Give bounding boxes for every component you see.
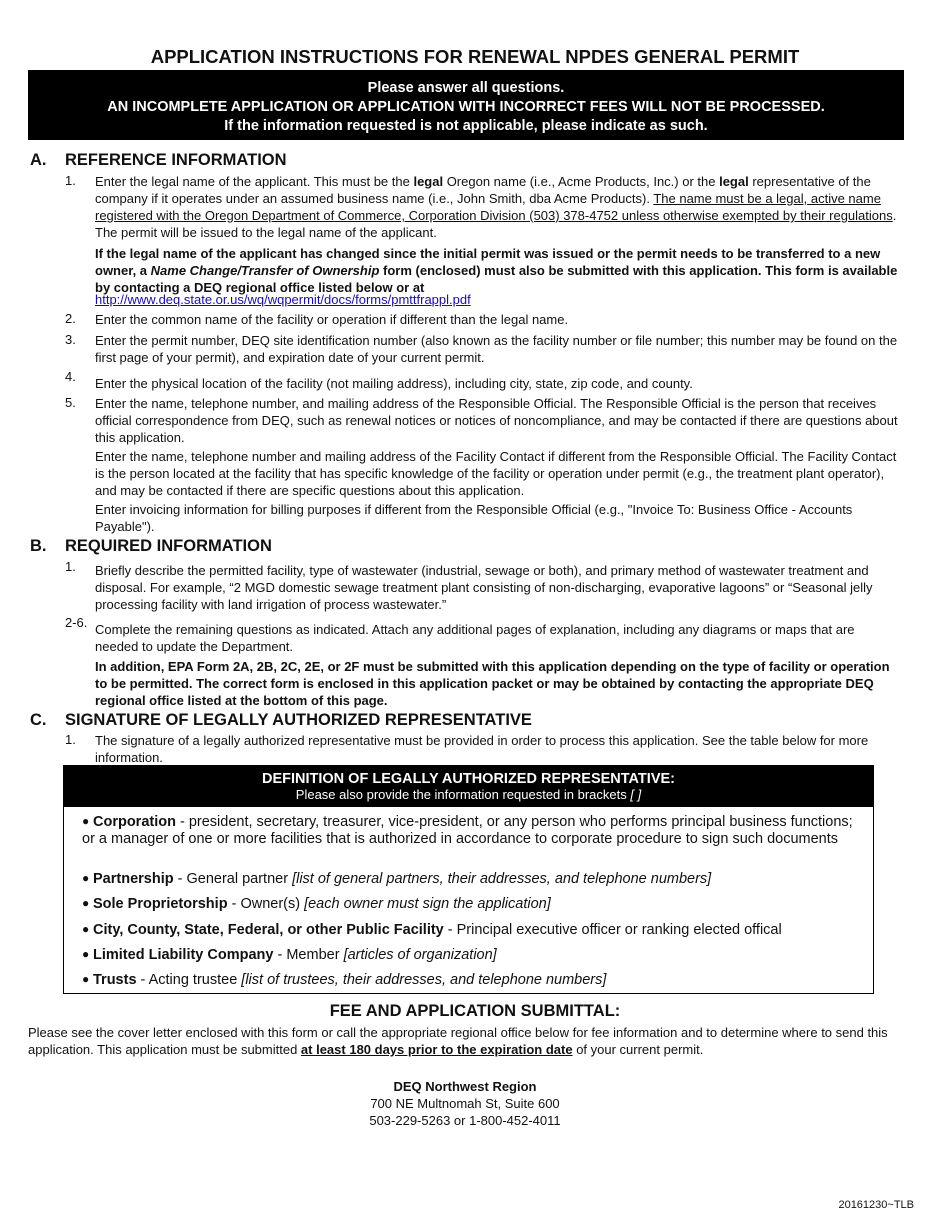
item-number: 2-6. — [65, 615, 88, 630]
reference-item-facility-contact: Enter the name, telephone number and mailing address of the Facility Contact if different from the Responsible Official. The Facility Contact is the person located at the facility that has specific knowledge of the facility or operation under permit (e.g., the treatment plant operator), and may be contacted if there are specific questions about this application. — [95, 449, 897, 498]
epa-form-note: In addition, EPA Form 2A, 2B, 2C, 2E, or 2F must be submitted with this application depending on the type of facility or operation to be permitted. The correct form is enclosed in this application packet or may be obtained by contacting the appropriate DEQ regional office listed at the bottom of this page. — [95, 659, 890, 708]
definition-table-subheading: Please also provide the information requested in brackets [ ] — [295, 787, 642, 802]
signature-item: The signature of a legally authorized representative must be provided in order to process this application. See the table below for more information. — [95, 733, 869, 765]
definition-table-header — [64, 766, 873, 807]
definition-row: ● Trusts - Acting trustee [list of trustees, their addresses, and telephone numbers] — [82, 972, 607, 988]
region-phone: 503-229-5263 or 1-800-452-4011 — [369, 1113, 561, 1128]
reference-item-invoicing: Enter invoicing information for billing purposes if different from the Responsible Official (e.g., "Invoice To: Business Office - Accounts Payable"). — [95, 502, 853, 534]
item-number: 2. — [65, 311, 76, 326]
section-c-letter: C. — [30, 711, 47, 729]
fee-title: FEE AND APPLICATION SUBMITTAL: — [329, 1002, 621, 1020]
definition-row: ● Partnership - General partner [list of general partners, their addresses, and telephone numbers] — [82, 871, 712, 887]
bullet-icon: ● — [82, 922, 90, 936]
item-number: 4. — [65, 369, 76, 384]
banner-line-1: Please answer all questions. — [367, 80, 565, 96]
definition-row: ● Sole Proprietorship - Owner(s) [each owner must sign the application] — [82, 896, 551, 912]
section-b-letter: B. — [30, 537, 47, 555]
fee-paragraph: Please see the cover letter enclosed with this form or call the appropriate regional office below for fee information and to determine where to send this application. This application must be submitted at least 180 days prior to the expiration date of your current permit. — [28, 1025, 888, 1057]
reference-item-permit-number: Enter the permit number, DEQ site identification number (also known as the facility number or file number; this number may be found on the first page of your permit), and expiration date of your current permit. — [95, 333, 898, 365]
reference-item-location: Enter the physical location of the facility (not mailing address), including city, state, zip code, and county. — [95, 376, 693, 391]
item-number: 1. — [65, 732, 76, 747]
bullet-icon: ● — [82, 947, 90, 961]
required-item-remaining: Complete the remaining questions as indicated. Attach any additional pages of explanation, including any diagrams or maps that are needed to update the Department. — [95, 622, 855, 654]
name-change-note: If the legal name of the applicant has changed since the initial permit was issued or the permit needs to be transferred to a new owner, a Name Change/Transfer of Ownership form (enclosed) must also be submitted with this application. This form is available by contacting a DEQ regional office listed below or at — [95, 246, 898, 295]
bullet-icon: ● — [82, 972, 90, 986]
required-item-description: Briefly describe the permitted facility, type of wastewater (industrial, sewage or both), and primary method of wastewater treatment and disposal. For example, “2 MGD domestic sewage treatment plant consisting of non-discharging, evaporative lagoons” or “Seasonal jelly processing facility with land irrigation of process wastewater.” — [95, 563, 873, 612]
banner-line-3: If the information requested is not applicable, please indicate as such. — [224, 118, 708, 134]
region-address: 700 NE Multnomah St, Suite 600 — [370, 1096, 560, 1111]
item-number: 1. — [65, 173, 76, 188]
definition-row: ● Limited Liability Company - Member [articles of organization] — [82, 947, 497, 963]
document-code: 20161230~TLB — [838, 1199, 914, 1211]
banner-line-2: AN INCOMPLETE APPLICATION OR APPLICATION WITH INCORRECT FEES WILL NOT BE PROCESSED. — [107, 99, 825, 115]
section-b-title: REQUIRED INFORMATION — [65, 537, 272, 555]
reference-item-legal-name: Enter the legal name of the applicant. This must be the legal Oregon name (i.e., Acme Products, Inc.) or the legal representative of the company if it operates under an assumed business name (i.e., John Smith, dba Acme Products). The name must be a legal, active name registered with the Oregon Department of Commerce, Corporation Division (503) 378-4752 unless otherwise exempted by their regulations. The permit will be issued to the legal name of the applicant. — [95, 174, 897, 240]
item-number: 5. — [65, 395, 76, 410]
definition-table-heading: DEFINITION OF LEGALLY AUTHORIZED REPRESENTATIVE: — [261, 771, 675, 787]
transfer-form-link[interactable]: http://www.deq.state.or.us/wq/wqpermit/docs/forms/pmttfrappl.pdf — [95, 292, 471, 307]
reference-item-responsible-official: Enter the name, telephone number, and mailing address of the Responsible Official. The Responsible Official is the person that receives official correspondence from DEQ, such as renewal notices or notices of noncompliance, and may be contacted if there are questions about this application. — [95, 396, 898, 445]
bullet-icon: ● — [82, 896, 90, 910]
transfer-form-link-row — [95, 291, 900, 308]
definition-row: ● Corporation - president, secretary, treasurer, vice-president, or any person who performs principal business functions; or a manager of one or more facilities that is authorized in accordance to corporate procedure to sign such documents — [82, 814, 853, 847]
definition-row: ● City, County, State, Federal, or other Public Facility - Principal executive officer or ranking elected offical — [82, 922, 782, 938]
section-a-title: REFERENCE INFORMATION — [65, 151, 287, 169]
region-name: DEQ Northwest Region — [393, 1079, 537, 1094]
bullet-icon: ● — [82, 871, 90, 885]
reference-item-common-name: Enter the common name of the facility or operation if different than the legal name. — [95, 312, 569, 327]
item-number: 3. — [65, 332, 76, 347]
bullet-icon: ● — [82, 814, 90, 828]
page-title: APPLICATION INSTRUCTIONS FOR RENEWAL NPDES GENERAL PERMIT — [150, 46, 800, 67]
notice-banner — [28, 70, 904, 140]
item-number: 1. — [65, 559, 76, 574]
section-c-title: SIGNATURE OF LEGALLY AUTHORIZED REPRESENTATIVE — [65, 711, 532, 729]
section-a-letter: A. — [30, 151, 47, 169]
